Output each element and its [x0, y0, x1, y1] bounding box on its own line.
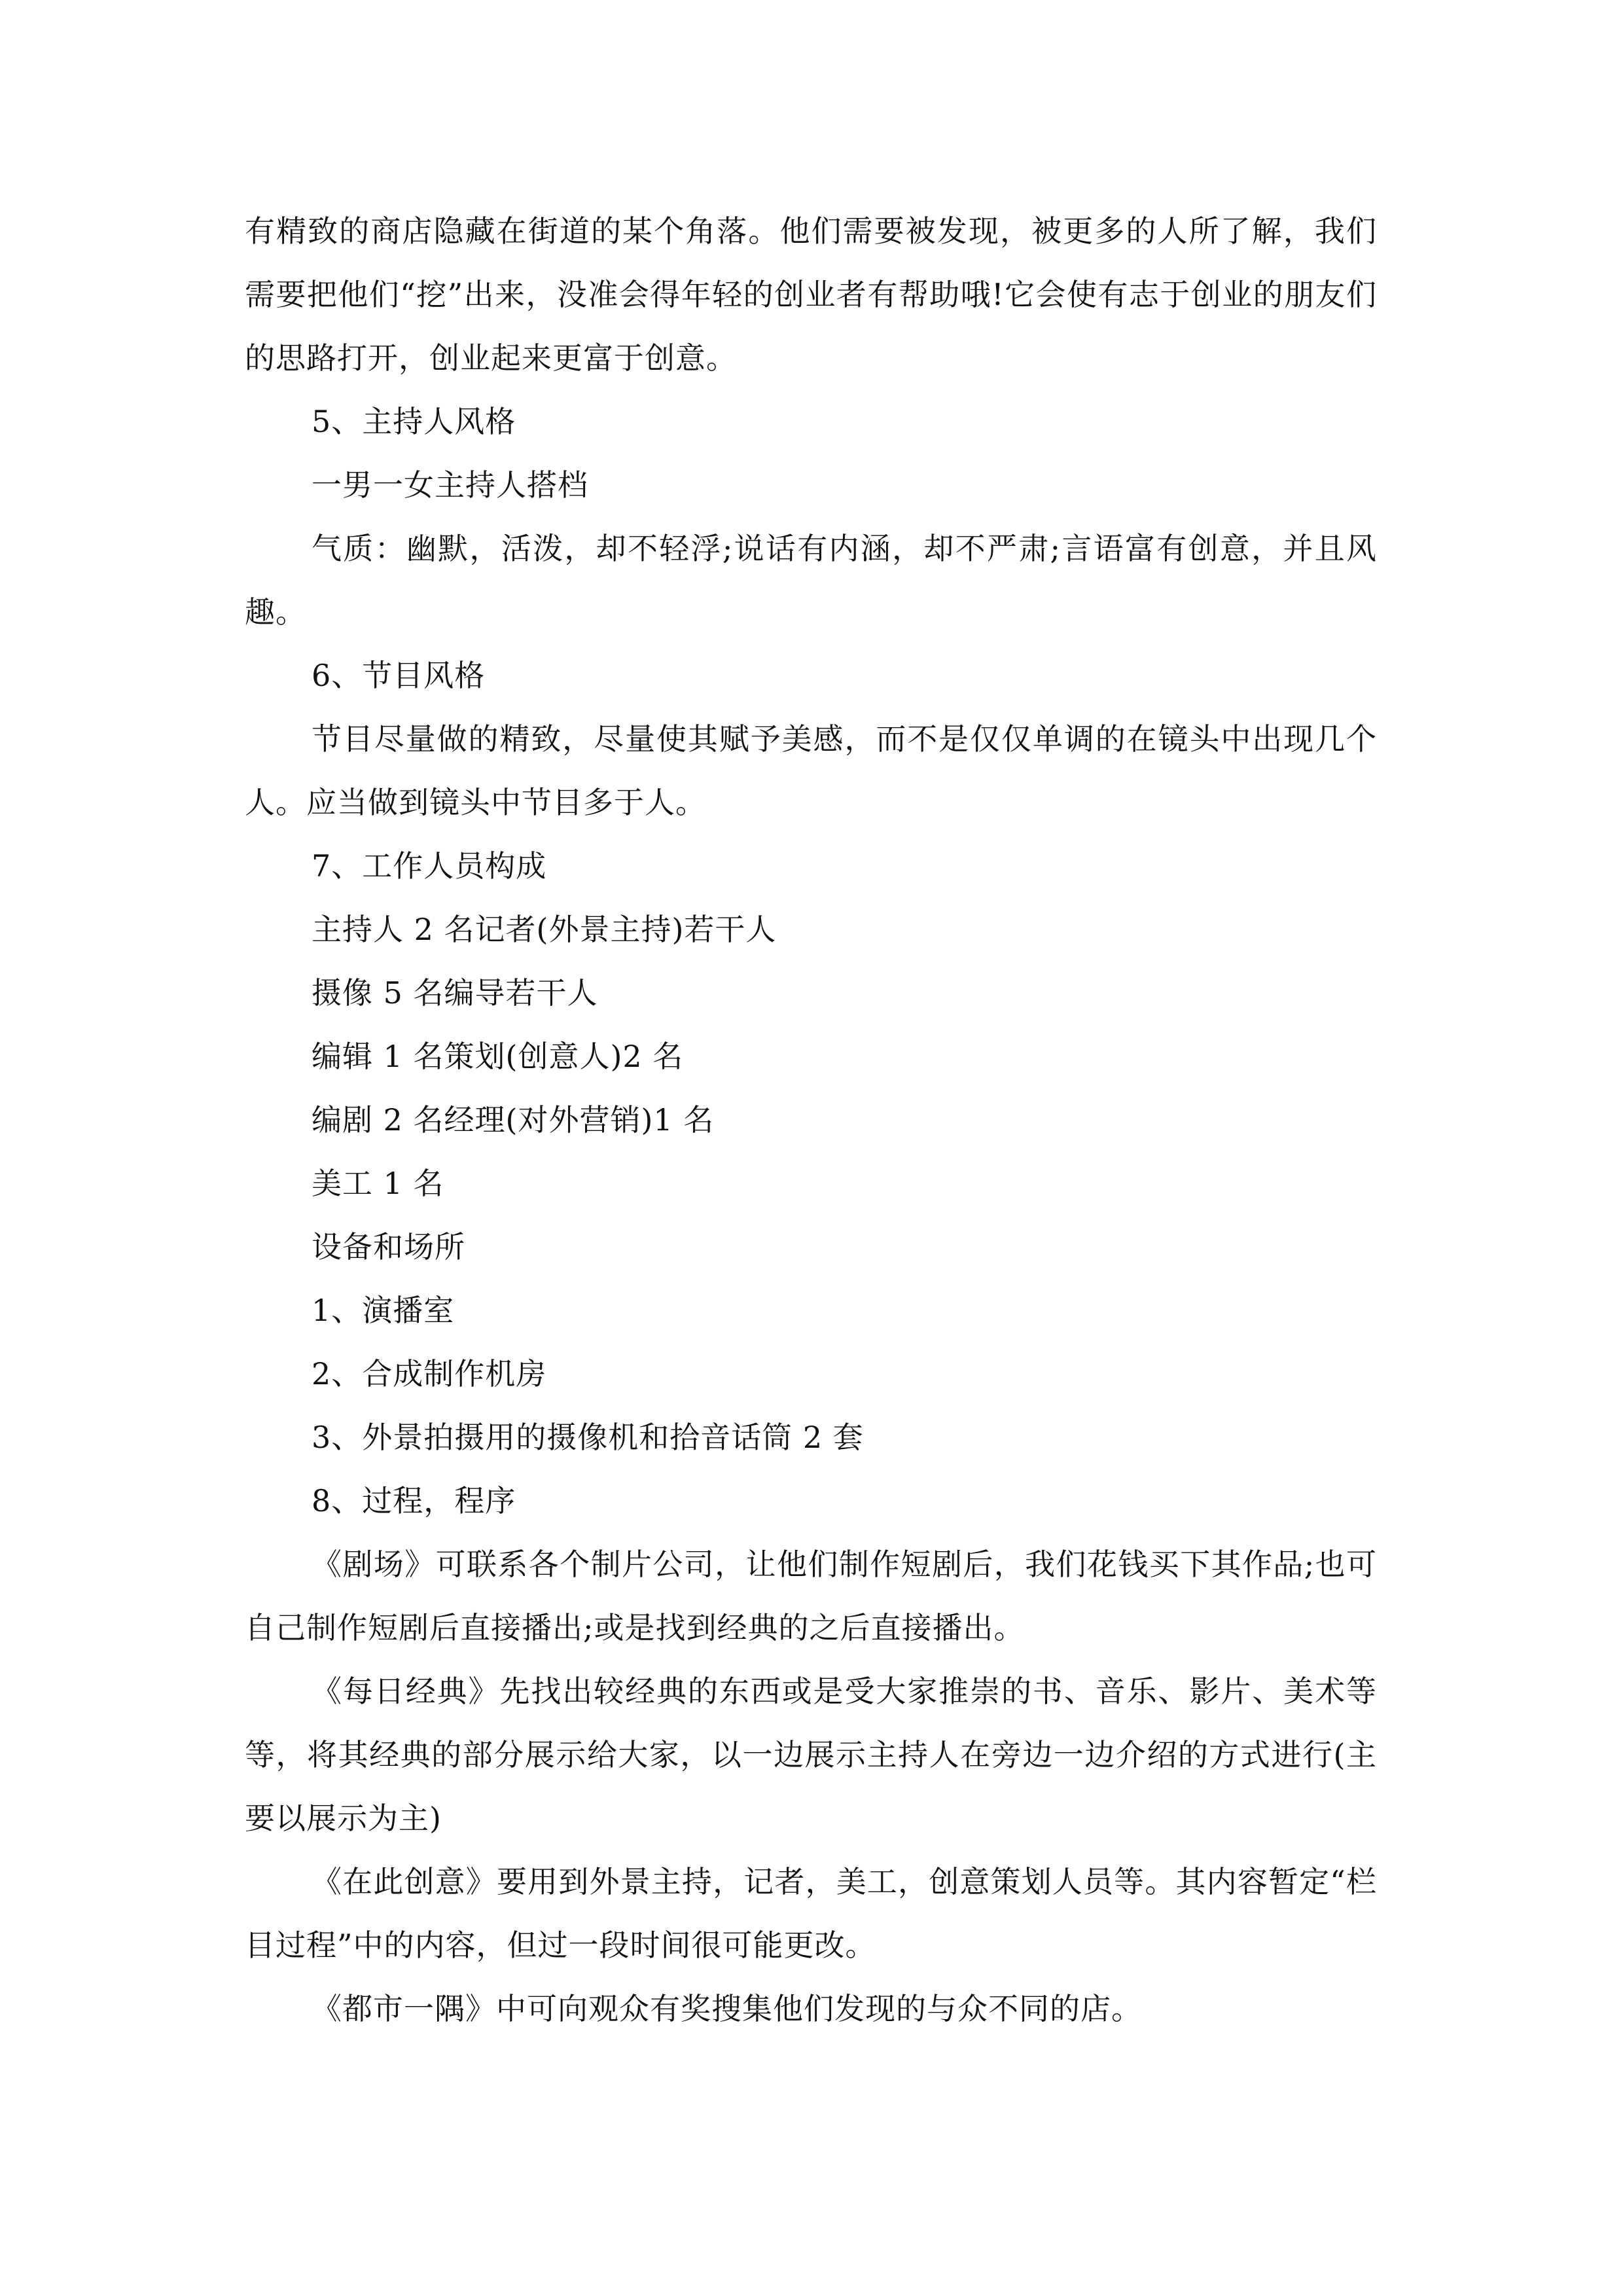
equipment-item-studio: 1、演播室 — [312, 1293, 455, 1328]
body-text — [245, 200, 1377, 2041]
paragraph-daily-classic: 《每日经典》先找出较经典的东西或是受大家推崇的书、音乐、影片、美术等等，将其经典的部分展示给大家，以一边展示主持人在旁边一边介绍的方式进行(主要以展示为主) — [245, 1674, 1377, 1836]
section-heading-staff: 7、工作人员构成 — [312, 848, 547, 884]
staff-line-art: 美工 1 名 — [312, 1166, 444, 1201]
staff-line-hosts: 主持人 2 名记者(外景主持)若干人 — [312, 912, 777, 947]
equipment-item-cameras: 3、外景拍摄用的摄像机和拾音话筒 2 套 — [312, 1420, 864, 1455]
paragraph-host-pair: 一男一女主持人搭档 — [312, 467, 588, 503]
paragraph-program-style: 节目尽量做的精致，尽量使其赋予美感，而不是仅仅单调的在镜头中出现几个人。应当做到镜头中节目多于人。 — [245, 721, 1377, 820]
paragraph-host-temperament: 气质：幽默，活泼，却不轻浮;说话有内涵，却不严肃;言语富有创意，并且风趣。 — [245, 531, 1377, 630]
section-heading-program-style: 6、节目风格 — [312, 658, 486, 693]
staff-line-editors: 编辑 1 名策划(创意人)2 名 — [312, 1039, 684, 1074]
subheading-equipment: 设备和场所 — [312, 1229, 465, 1265]
paragraph-continuation: 有精致的商店隐藏在街道的某个角落。他们需要被发现，被更多的人所了解，我们需要把他们“挖”出来，没准会得年轻的创业者有帮助哦!它会使有志于创业的朋友们的思路打开，创业起来更富于创意。 — [245, 213, 1377, 376]
equipment-item-edit-room: 2、合成制作机房 — [312, 1356, 547, 1391]
staff-line-camera: 摄像 5 名编导若干人 — [312, 975, 598, 1011]
paragraph-theater: 《剧场》可联系各个制片公司，让他们制作短剧后，我们花钱买下其作品;也可自己制作短剧后直接播出;或是找到经典的之后直接播出。 — [245, 1547, 1377, 1645]
paragraph-creativity: 《在此创意》要用到外景主持，记者，美工，创意策划人员等。其内容暂定“栏目过程”中的内容，但过一段时间很可能更改。 — [245, 1864, 1377, 1963]
paragraph-city-corner: 《都市一隅》中可向观众有奖搜集他们发现的与众不同的店。 — [312, 1991, 1142, 2026]
section-heading-host-style: 5、主持人风格 — [312, 404, 516, 439]
section-heading-process: 8、过程，程序 — [312, 1483, 516, 1518]
staff-line-writers: 编剧 2 名经理(对外营销)1 名 — [312, 1102, 715, 1138]
